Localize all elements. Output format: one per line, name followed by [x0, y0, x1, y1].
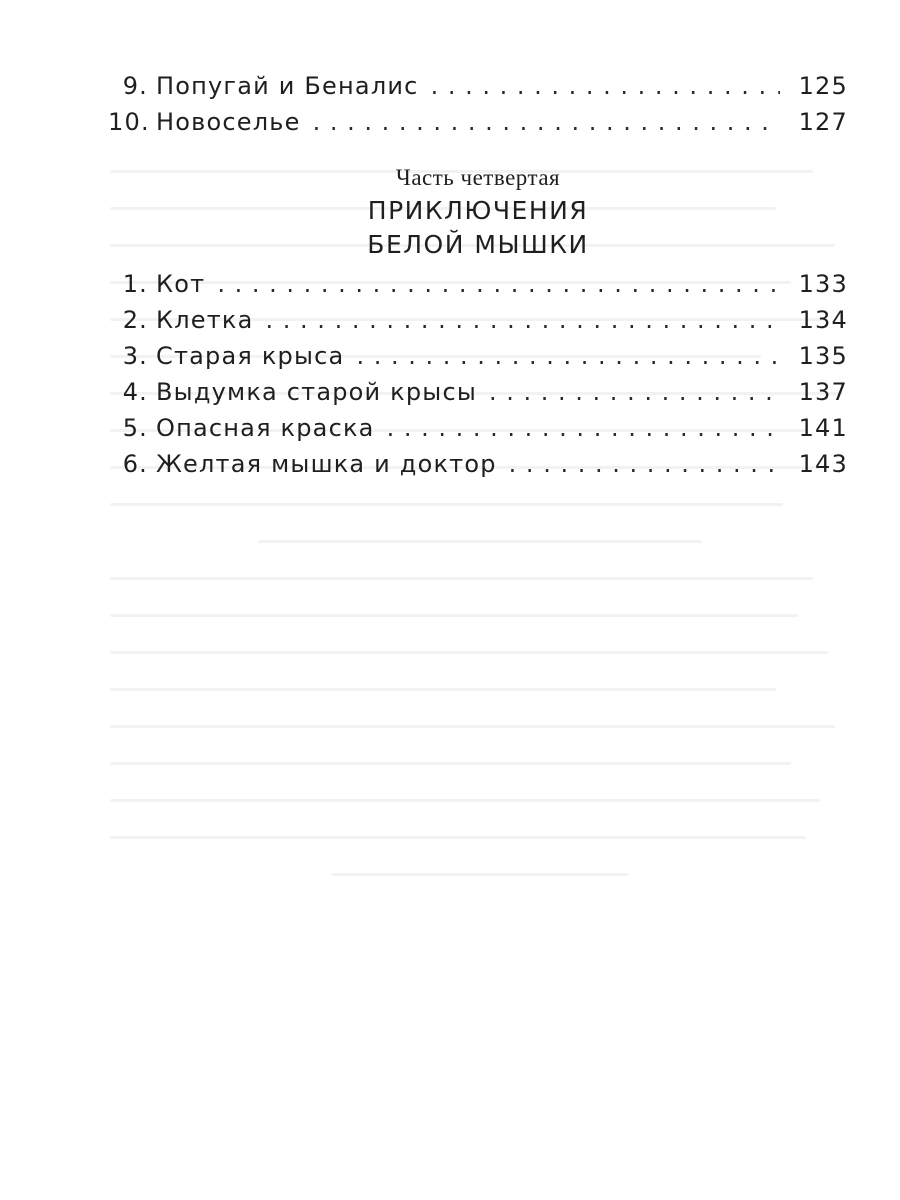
- toc-entry-number: 4.: [122, 378, 148, 406]
- toc-entry-number: 3.: [122, 342, 148, 370]
- toc-entry-page: 133: [798, 270, 848, 298]
- part-title-line-2: БЕЛОЙ МЫШКИ: [367, 230, 589, 259]
- dot-leader: [489, 378, 780, 406]
- toc-entry-title: Новоселье: [156, 108, 301, 136]
- toc-entry-title: Старая крыса: [156, 342, 345, 370]
- part-heading: [108, 162, 848, 262]
- dot-leader: [266, 306, 780, 334]
- toc-entry: [108, 270, 848, 306]
- toc-entry: [108, 306, 848, 342]
- toc-entry: [108, 414, 848, 450]
- part-title-line-1: ПРИКЛЮЧЕНИЯ: [367, 196, 589, 225]
- toc-entry-page: 127: [798, 108, 848, 136]
- toc-entry-page: 143: [798, 450, 848, 478]
- dot-leader: [509, 450, 780, 478]
- toc-entry-title: Клетка: [156, 306, 254, 334]
- part-label: Часть четвертая: [395, 165, 561, 190]
- toc-entry: [108, 342, 848, 378]
- toc-entry-page: 134: [798, 306, 848, 334]
- toc-entry-title: Опасная краска: [156, 414, 375, 442]
- toc-entry-number: 1.: [122, 270, 148, 298]
- toc-entry: [108, 72, 848, 108]
- toc-entry: [108, 450, 848, 486]
- table-of-contents: [108, 72, 848, 486]
- toc-entry-page: 135: [798, 342, 848, 370]
- dot-leader: [313, 108, 780, 136]
- toc-entry-number: 10.: [108, 108, 150, 136]
- toc-entry-title: Выдумка старой крысы: [156, 378, 477, 406]
- dot-leader: [387, 414, 780, 442]
- toc-entry-title: Попугай и Беналис: [156, 72, 419, 100]
- dot-leader: [431, 72, 780, 100]
- dot-leader: [356, 342, 780, 370]
- toc-entry-number: 6.: [122, 450, 148, 478]
- toc-entry-page: 137: [798, 378, 848, 406]
- toc-entry-title: Кот: [156, 270, 206, 298]
- toc-entry-number: 2.: [122, 306, 148, 334]
- dot-leader: [217, 270, 780, 298]
- toc-entry-title: Желтая мышка и доктор: [156, 450, 497, 478]
- toc-entry: [108, 108, 848, 144]
- toc-entry-number: 9.: [122, 72, 148, 100]
- toc-entry-page: 125: [798, 72, 848, 100]
- toc-entry-number: 5.: [122, 414, 148, 442]
- toc-entry: [108, 378, 848, 414]
- toc-entry-page: 141: [798, 414, 848, 442]
